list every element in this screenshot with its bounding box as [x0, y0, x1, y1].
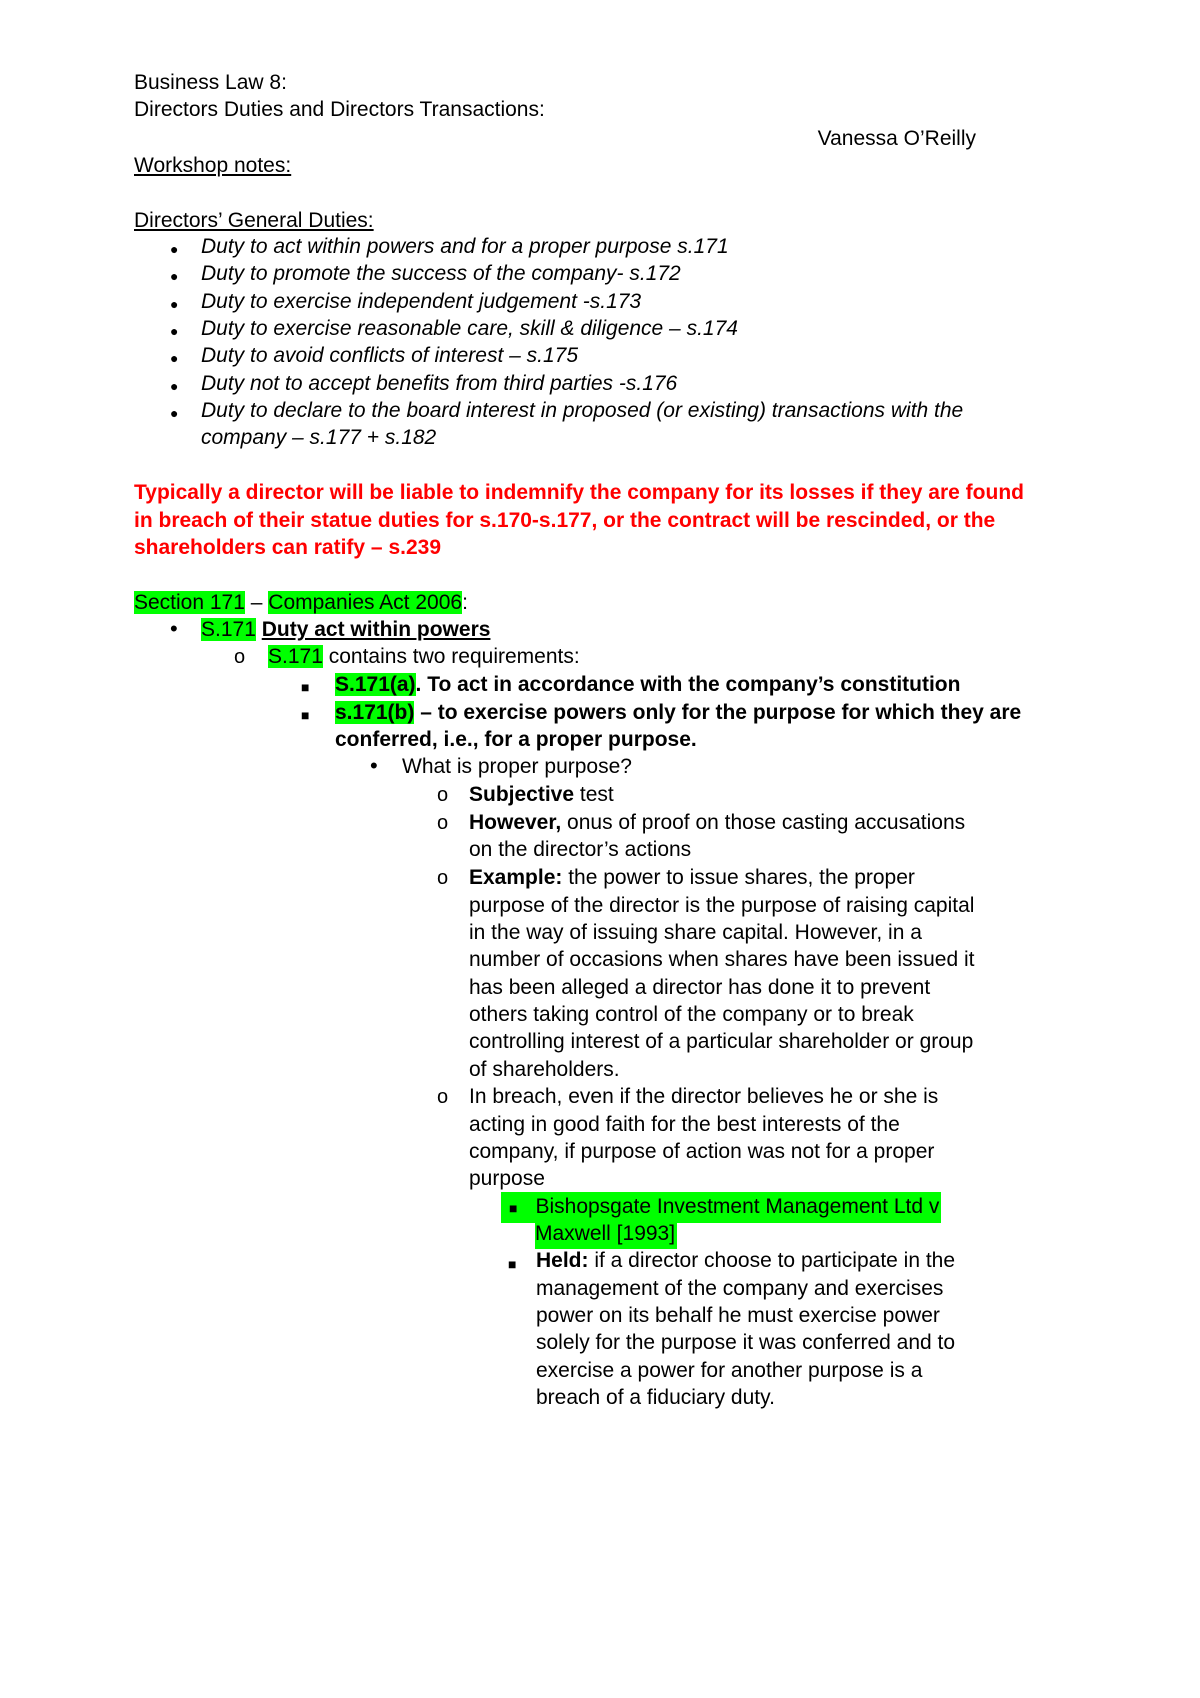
section-colon: :: [462, 591, 468, 614]
subjective-test: [469, 780, 614, 810]
bullet-icon: ●: [170, 241, 179, 257]
requirements-text: contains two requirements:: [322, 645, 580, 668]
case-citation-year: Maxwell [1993]: [535, 1219, 677, 1249]
liability-note-line: in breach of their statue duties for s.170-s.177, or the contract will be rescinded, or the: [134, 509, 996, 532]
held-point: [536, 1246, 955, 1276]
bullet-icon: ●: [170, 323, 179, 339]
breach-line: purpose: [469, 1167, 545, 1190]
breach-line: company, if purpose of action was not for a proper: [469, 1140, 935, 1163]
bullet-icon: ●: [170, 378, 179, 394]
held-line: breach of a fiduciary duty.: [536, 1386, 775, 1409]
s171b-ref: s.171(b): [335, 701, 415, 724]
act-label: Companies Act 2006: [268, 591, 463, 614]
open-bullet-icon: o: [437, 867, 449, 889]
course-title: Business Law 8:: [134, 71, 287, 94]
requirement-a-text: . To act in accordance with the company’s constitution: [415, 673, 961, 696]
author-name: Vanessa O’Reilly: [817, 127, 976, 150]
example-line: others taking control of the company or to break: [469, 1003, 914, 1026]
s171-title: Duty act within powers: [261, 618, 491, 641]
example-label: Example:: [469, 866, 563, 889]
general-duties-heading: Directors’ General Duties:: [134, 209, 374, 232]
duty-act-within-powers: [201, 615, 490, 645]
section-label: Section 171: [134, 591, 245, 614]
subjective-label: Subjective: [469, 783, 575, 806]
open-bullet-icon: o: [437, 784, 449, 806]
duty-item: Duty to exercise independent judgement -s.173: [201, 290, 642, 313]
held-line: exercise a power for another purpose is a: [536, 1359, 923, 1382]
open-bullet-icon: o: [437, 812, 449, 834]
held-line: management of the company and exercises: [536, 1277, 944, 1300]
example-line: in the way of issuing share capital. However, in a: [469, 921, 922, 944]
held-label: Held:: [536, 1249, 589, 1272]
duty-item-continuation: company – s.177 + s.182: [201, 426, 437, 449]
held-line: power on its behalf he must exercise power: [536, 1304, 940, 1327]
duty-item: Duty to declare to the board interest in proposed (or existing) transactions with the: [201, 399, 964, 422]
liability-note-line: shareholders can ratify – s.239: [134, 536, 441, 559]
duty-item: Duty to exercise reasonable care, skill & diligence – s.174: [201, 317, 738, 340]
two-requirements: [268, 642, 580, 672]
bullet-icon: ●: [170, 405, 179, 421]
section-dash: –: [244, 591, 269, 614]
duty-item: Duty to act within powers and for a proper purpose s.171: [201, 235, 729, 258]
requirement-b-continuation: conferred, i.e., for a proper purpose.: [335, 728, 697, 751]
example-line: number of occasions when shares have been issued it: [469, 948, 975, 971]
bullet-icon: ●: [170, 350, 179, 366]
square-bullet-icon: ■: [509, 1200, 518, 1216]
liability-note-line: Typically a director will be liable to indemnify the company for its losses if they are found: [134, 481, 1024, 504]
example-line: has been alleged a director has done it to prevent: [469, 976, 931, 999]
square-bullet-icon: ■: [301, 707, 310, 723]
requirement-b-text: – to exercise powers only for the purpose for which they are: [414, 701, 1022, 724]
however-continuation: on the director’s actions: [469, 838, 692, 861]
example-line: of shareholders.: [469, 1058, 620, 1081]
example-line: purpose of the director is the purpose of raising capital: [469, 894, 975, 917]
duty-item: Duty to promote the success of the company- s.172: [201, 262, 681, 285]
however-label: However,: [469, 811, 562, 834]
example-line: controlling interest of a particular shareholder or group: [469, 1030, 974, 1053]
requirement-a: [335, 670, 960, 700]
open-bullet-icon: o: [437, 1086, 449, 1108]
duty-item: Duty to avoid conflicts of interest – s.175: [201, 344, 579, 367]
case-name: Bishopsgate Investment Management Ltd v: [535, 1195, 940, 1218]
square-bullet-icon: ■: [508, 1256, 517, 1272]
s171a-ref: S.171(a): [335, 673, 416, 696]
topic-title: Directors Duties and Directors Transactions:: [134, 98, 545, 121]
bullet-icon: •: [370, 753, 378, 778]
duty-item: Duty not to accept benefits from third parties -s.176: [201, 372, 678, 395]
proper-purpose-question: What is proper purpose?: [402, 755, 632, 778]
however-point: [469, 808, 965, 838]
subjective-rest: test: [574, 783, 614, 806]
bullet-icon: •: [170, 616, 178, 641]
requirement-b: [335, 698, 1021, 728]
breach-line: acting in good faith for the best interests of the: [469, 1113, 900, 1136]
example-point: [469, 863, 915, 893]
however-rest: onus of proof on those casting accusations: [561, 811, 966, 834]
example-rest: the power to issue shares, the proper: [562, 866, 915, 889]
workshop-heading: Workshop notes:: [134, 154, 292, 177]
held-rest: if a director choose to participate in the: [588, 1249, 956, 1272]
open-bullet-icon: o: [234, 646, 246, 668]
breach-line: In breach, even if the director believes he or she is: [469, 1085, 939, 1108]
square-bullet-icon: ■: [301, 679, 310, 695]
held-line: solely for the purpose it was conferred and to: [536, 1331, 956, 1354]
s171-ref: S.171: [201, 618, 256, 641]
bullet-icon: ●: [170, 296, 179, 312]
section-171-heading: [134, 588, 468, 618]
s171-ref: S.171: [268, 645, 323, 668]
bullet-icon: ●: [170, 268, 179, 284]
